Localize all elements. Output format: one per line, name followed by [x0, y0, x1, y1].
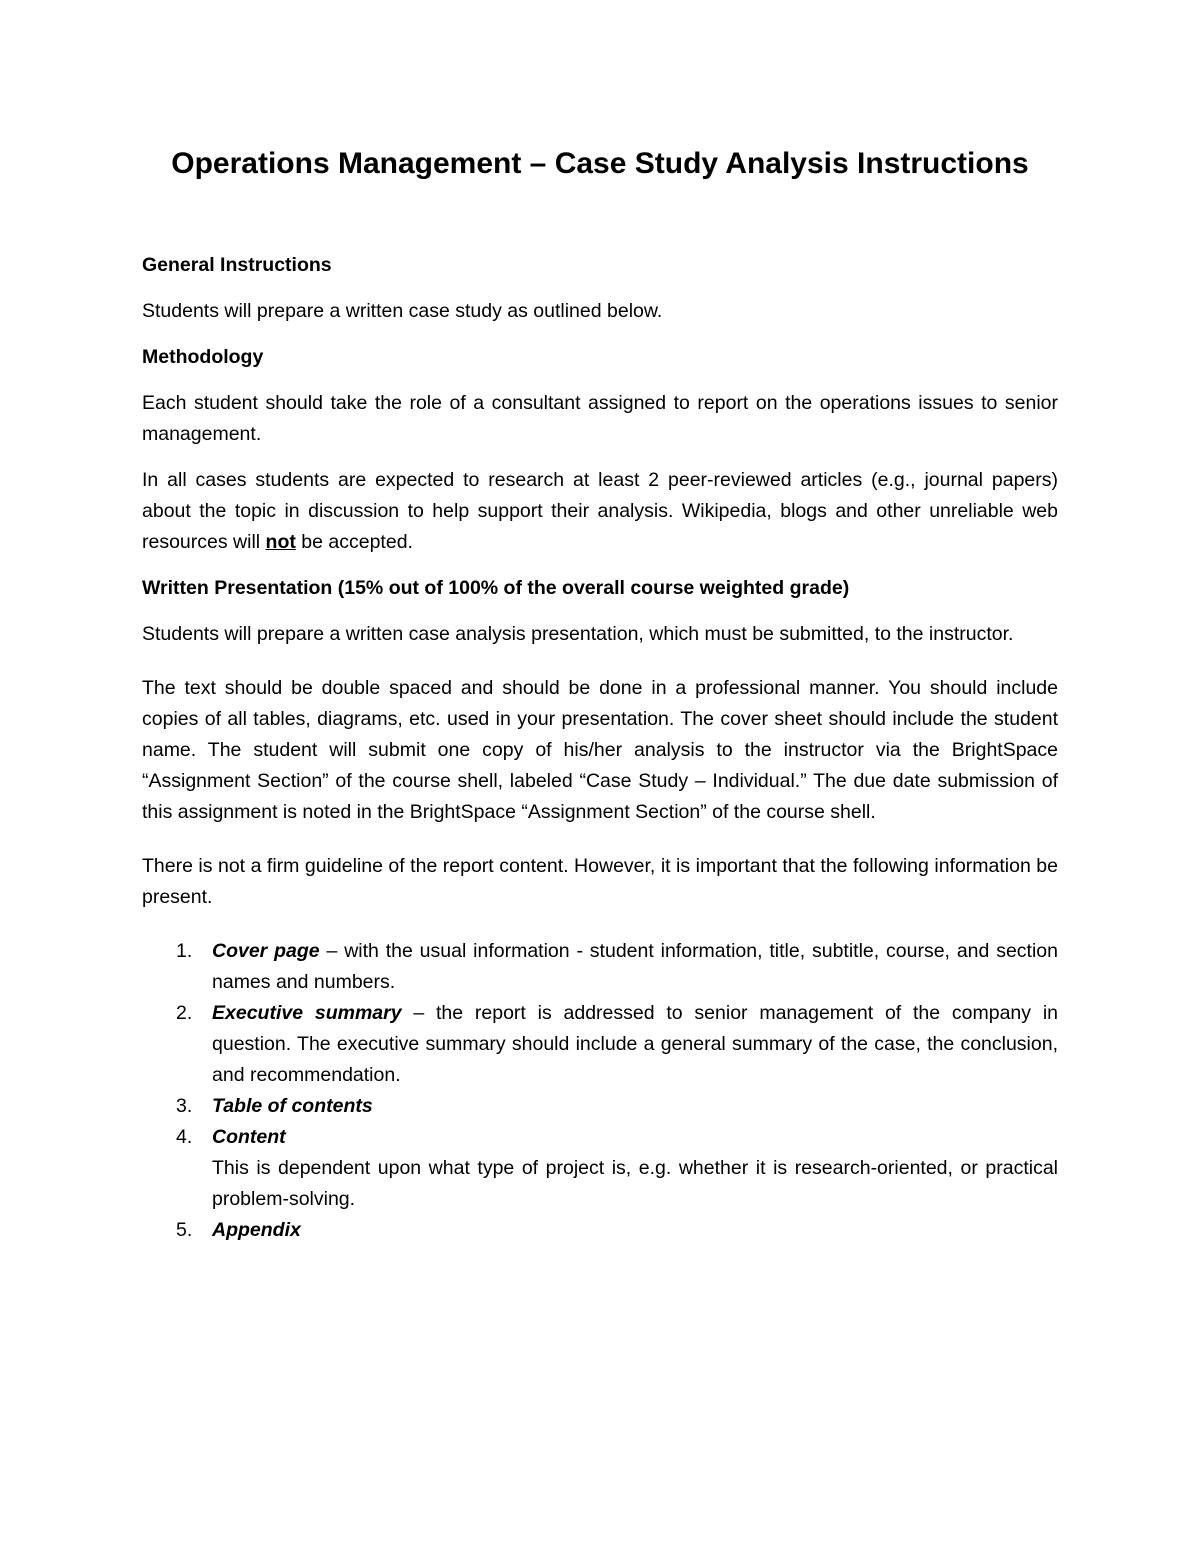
list-item-number: 3.	[176, 1095, 193, 1117]
list-item-text: – with the usual information - student information, title, subtitle, course, and section names and numbers.	[212, 940, 1058, 993]
general-instructions-text: Students will prepare a written case study as outlined below.	[142, 300, 663, 322]
written-presentation-heading: Written Presentation (15% out of 100% of the overall course weighted grade)	[142, 577, 850, 599]
list-item-number: 2.	[176, 1002, 193, 1024]
methodology-p2-before: In all cases students are expected to research at least 2 peer-reviewed articles (e.g., journal papers) about the topic in discussion to help support their analysis. Wikipedia, blogs and other unreliable web resources will	[142, 469, 1058, 553]
general-instructions-heading: General Instructions	[142, 254, 332, 276]
list-item-text: This is dependent upon what type of project is, e.g. whether it is research-oriented, or practical problem-solving.	[212, 1157, 1058, 1210]
methodology-heading: Methodology	[142, 346, 264, 368]
methodology-paragraph-1: Each student should take the role of a consultant assigned to report on the operations issues to senior management.	[142, 392, 1058, 445]
list-item-term: Executive summary	[212, 1002, 402, 1024]
written-presentation-paragraph-2: The text should be double spaced and should be done in a professional manner. You should include copies of all tables, diagrams, etc. used in your presentation. The cover sheet should include the student name. The student will submit one copy of his/her analysis to the instructor via the BrightSpace “Assignment Section” of the course shell, labeled “Case Study – Individual.” The due date submission of this assignment is noted in the BrightSpace “Assignment Section” of the course shell.	[142, 677, 1058, 823]
list-item-term: Table of contents	[212, 1095, 373, 1117]
written-presentation-paragraph-1: Students will prepare a written case analysis presentation, which must be submitted, to the instructor.	[142, 623, 1014, 645]
list-item-term: Content	[212, 1126, 286, 1148]
written-presentation-paragraph-3: There is not a firm guideline of the report content. However, it is important that the following information be present.	[142, 855, 1058, 908]
list-item	[142, 998, 1058, 1091]
list-item-text: – the report is addressed to senior management of the company in question. The executive summary should include a general summary of the case, the conclusion, and recommendation.	[212, 1002, 1058, 1086]
list-item	[142, 1215, 1058, 1246]
document-body	[142, 250, 1058, 1246]
list-item	[142, 936, 1058, 998]
list-item-number: 4.	[176, 1126, 193, 1148]
list-item	[142, 1091, 1058, 1122]
methodology-paragraph-2	[142, 465, 1058, 558]
list-item-term: Appendix	[212, 1219, 301, 1241]
not-emphasis: not	[265, 531, 296, 553]
page-title: Operations Management – Case Study Analysis Instructions	[171, 147, 1029, 180]
list-item-term: Cover page	[212, 940, 320, 962]
list-item-number: 1.	[176, 940, 193, 962]
list-item	[142, 1122, 1058, 1215]
report-contents-list	[142, 936, 1058, 1246]
methodology-p2-after: be accepted.	[295, 531, 413, 553]
list-item-number: 5.	[176, 1219, 193, 1241]
